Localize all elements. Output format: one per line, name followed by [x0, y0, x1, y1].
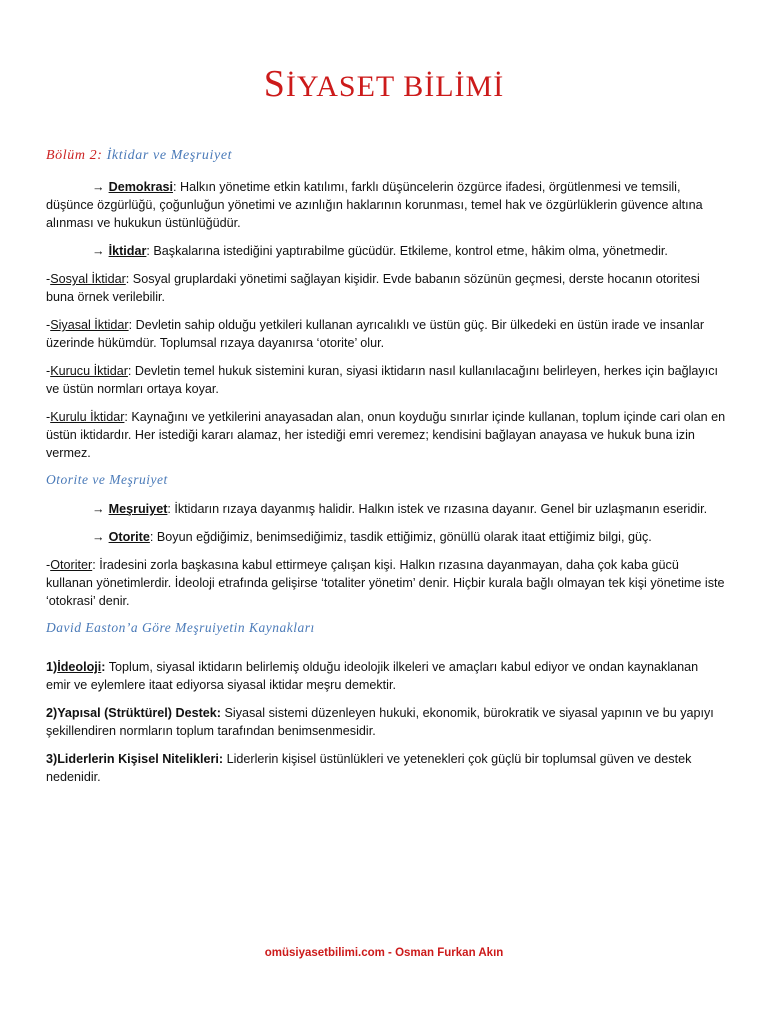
definition-text: : Devletin temel hukuk sistemini kuran, siyasi iktidarın nasıl kullanılacağını belirleyen, herkes için bağlayıcı ve üstün normları ortaya koyar. — [46, 364, 718, 396]
term-iktidar: İktidar — [108, 244, 147, 258]
definition-text: : Kaynağını ve yetkilerini anayasadan alan, onun koyduğu sınırlar içinde kullanan, toplum içinde cari olan en üstün iktidardır. Her istediği kararı alamaz, her istediği emri veremez; kendisini bağlayan anayasa ve hukuk buna izin vermez. — [46, 410, 726, 460]
section-heading-bolum2 — [46, 148, 726, 164]
term-colon: : — [216, 706, 221, 720]
paragraph-sosyal-iktidar — [46, 270, 726, 306]
section-heading-prefix: Bölüm 2: — [46, 148, 107, 163]
paragraph-mesruiyet — [46, 500, 726, 518]
paragraph-kurulu-iktidar — [46, 408, 726, 462]
definition-text: : İktidarın rızaya dayanmış halidir. Halkın istek ve rızasına dayanır. Genel bir uzlaşmanın eseridir. — [167, 502, 708, 516]
dash-prefix: - — [46, 364, 51, 378]
page-title — [0, 62, 768, 106]
paragraph-iktidar — [46, 242, 726, 260]
term-otorite: Otorite — [108, 530, 150, 544]
definition-text: : Devletin sahip olduğu yetkileri kullanan ayrıcalıklı ve üstün güç. Bir ülkedeki en üstün irade ve insanlar üzerinde hükümdür. Toplumsal rızaya dayanırsa ‘otorite’ olur. — [46, 318, 705, 350]
paragraph-otorite — [46, 528, 726, 546]
paragraph-otoriter — [46, 556, 726, 610]
item-number: 3) — [46, 752, 58, 766]
paragraph-yapisal-destek — [46, 704, 726, 740]
definition-text: Siyasal sistemi düzenleyen hukuki, ekonomik, bürokratik ve siyasal yapının ve bu yapıyı şekillendiren normların toplum tarafından benimsenmesidir. — [46, 706, 714, 738]
definition-text: Toplum, siyasal iktidarın belirlemiş olduğu ideolojik ilkeleri ve amaçları kabul ediyor ve ondan kaynaklanan emir ve eylemlere itaat ediyorsa siyasal iktidar meşru demektir. — [46, 660, 699, 692]
dash-prefix: - — [46, 410, 51, 424]
arrow-icon: → — [92, 530, 105, 544]
term-kurulu-iktidar: Kurulu İktidar — [50, 410, 125, 424]
section-heading-otorite: Otorite ve Meşruiyet — [46, 472, 168, 487]
term-colon: : — [101, 660, 106, 674]
paragraph-ideoloji — [46, 658, 726, 694]
term-siyasal-iktidar: Siyasal İktidar — [50, 318, 129, 332]
title-first-letter: S — [263, 63, 286, 105]
section-heading-easton: David Easton’a Göre Meşruiyetin Kaynakları — [46, 620, 315, 635]
definition-text: Liderlerin kişisel üstünlükleri ve yetenekleri çok güçlü bir toplumsal güven ve destek nedenidir. — [46, 752, 692, 784]
section-heading-rest: İktidar ve Meşruiyet — [106, 148, 233, 163]
paragraph-kurucu-iktidar — [46, 362, 726, 398]
definition-text: : Boyun eğdiğimiz, benimsediğimiz, tasdik ettiğimiz, gönüllü olarak itaat ettiğimiz bilgi, güç. — [149, 530, 652, 544]
dash-prefix: - — [46, 272, 51, 286]
footer-credit: omüsiyasetbilimi.com - Osman Furkan Akın — [264, 947, 504, 959]
term-sosyal-iktidar: Sosyal İktidar — [50, 272, 126, 286]
term-ideoloji: İdeoloji — [57, 660, 102, 674]
term-demokrasi: Demokrasi — [108, 180, 173, 194]
term-otoriter: Otoriter — [50, 558, 93, 572]
item-number: 2) — [46, 706, 58, 720]
paragraph-demokrasi — [46, 178, 726, 232]
definition-text: : Halkın yönetime etkin katılımı, farklı düşüncelerin özgürce ifadesi, örgütlenmesi ve temsili, düşünce özgürlüğü, çoğunluğun yönetimi ve azınlığın haklarının korunması, temel hak ve özgürlüklerin güvence altına alınması ve hukukun üstünlüğüdür. — [46, 180, 703, 230]
paragraph-liderler — [46, 750, 726, 786]
arrow-icon: → — [92, 244, 105, 258]
term-mesruiyet: Meşruiyet — [108, 502, 168, 516]
term-liderler: Liderlerin Kişisel Nitelikleri — [57, 752, 219, 766]
paragraph-siyasal-iktidar — [46, 316, 726, 352]
dash-prefix: - — [46, 558, 51, 572]
definition-text: : Başkalarına istediğini yaptırabilme gücüdür. Etkileme, kontrol etme, hâkim olma, yönetmedir. — [146, 244, 668, 258]
dash-prefix: - — [46, 318, 51, 332]
term-kurucu-iktidar: Kurucu İktidar — [50, 364, 128, 378]
document-body — [46, 148, 726, 796]
item-number: 1) — [46, 660, 58, 674]
arrow-icon: → — [92, 502, 105, 516]
definition-text: : Sosyal gruplardaki yönetimi sağlayan kişidir. Evde babanın sözünün geçmesi, derste hocanın otoritesi buna örnek verilebilir. — [46, 272, 700, 304]
title-rest: İYASET BİLİMİ — [285, 70, 505, 103]
term-yapisal-destek: Yapısal (Strüktürel) Destek — [57, 706, 217, 720]
term-colon: : — [218, 752, 224, 766]
arrow-icon: → — [92, 180, 105, 194]
definition-text: : İradesini zorla başkasına kabul ettirmeye çalışan kişi. Halkın rızasına dayanmayan, daha çok kaba gücü kullanan yönetimlerdir. İdeoloji etrafında gelişirse ‘totaliter yönetim’ denir. Hiçbir kurala bağlı olmayan tek kişi yönetime iste ‘otokrasi’ denir. — [46, 558, 725, 608]
